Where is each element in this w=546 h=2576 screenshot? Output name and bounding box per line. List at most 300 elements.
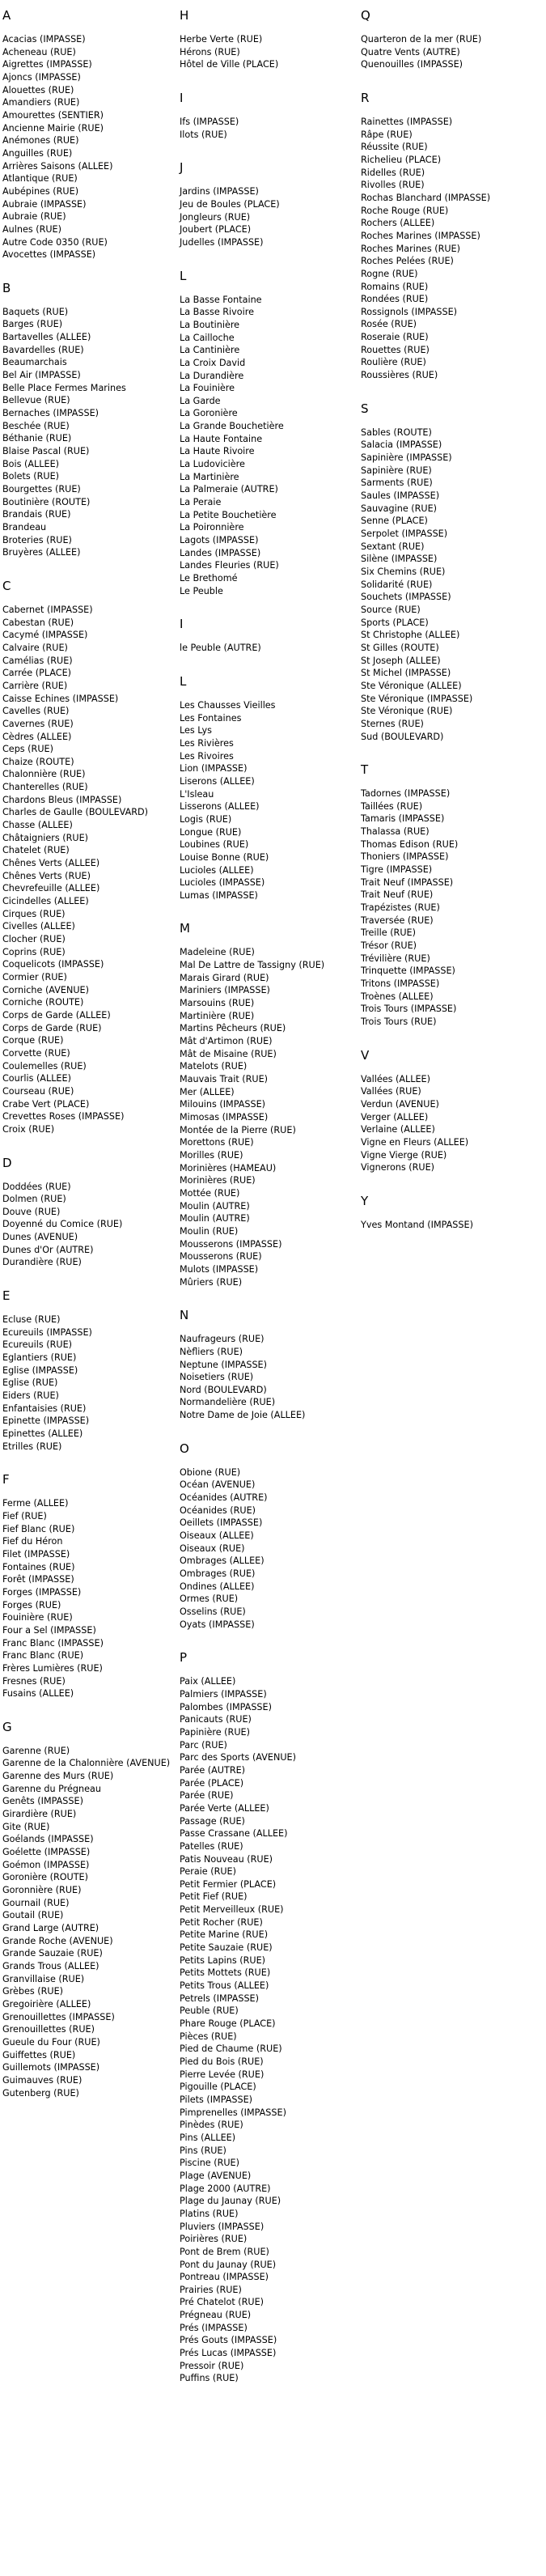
street-item: Jeu de Boules (PLACE) — [180, 198, 280, 210]
street-item: le Peuble (AUTRE) — [180, 643, 261, 654]
street-item: Trait Neuf (IMPASSE) — [361, 876, 454, 888]
street-list — [361, 427, 535, 743]
street-item: Mer (ALLEE) — [180, 1086, 235, 1097]
street-item: Rochas Blanchard (IMPASSE) — [361, 192, 491, 203]
index-column-1 — [2, 8, 176, 2119]
street-item: Corps de Garde (RUE) — [2, 1022, 102, 1033]
street-item: Dunes (AVENUE) — [2, 1232, 78, 1243]
street-item: Morinières (HAMEAU) — [180, 1162, 277, 1173]
street-item: La Martinière — [180, 471, 239, 482]
letter-heading: N — [180, 1308, 189, 1323]
street-item: Sextant (RUE) — [361, 541, 425, 552]
street-item: Fresnes (RUE) — [2, 1675, 66, 1687]
street-item: Sauvagine (RUE) — [361, 503, 438, 514]
street-item: Croix (RUE) — [2, 1123, 55, 1135]
letter-heading: G — [2, 1719, 12, 1734]
street-item: Noisetiers (RUE) — [180, 1372, 254, 1383]
street-list — [361, 33, 535, 71]
street-item: Plage 2000 (AUTRE) — [180, 2183, 271, 2194]
street-item: Grenouillettes (IMPASSE) — [2, 2011, 115, 2022]
street-item: Thalassa (RUE) — [361, 826, 430, 838]
street-item: Vigne en Fleurs (ALLEE) — [361, 1136, 469, 1148]
street-item: Garenne (RUE) — [2, 1745, 70, 1756]
street-item: Source (RUE) — [361, 604, 421, 615]
street-item: Châtaigniers (RUE) — [2, 832, 89, 843]
street-item: Lion (IMPASSE) — [180, 763, 248, 774]
street-item: Cicindelles (ALLEE) — [2, 896, 89, 907]
street-item: Oyats (IMPASSE) — [180, 1619, 255, 1630]
letter-heading: A — [2, 8, 11, 23]
index-column-2 — [180, 8, 353, 2404]
street-item: Aubépines (RUE) — [2, 185, 79, 197]
street-item: Ondines (ALLEE) — [180, 1581, 255, 1592]
street-item: Paix (ALLEE) — [180, 1676, 236, 1687]
street-item: Ecureuils (RUE) — [2, 1339, 72, 1351]
street-item: Cormier (RUE) — [2, 971, 67, 982]
street-item: Le Peuble — [180, 585, 223, 596]
street-item: Tritons (IMPASSE) — [361, 978, 440, 989]
street-item: Crabe Vert (PLACE) — [2, 1098, 90, 1110]
street-item: Amourettes (SENTIER) — [2, 109, 104, 121]
letter-heading: T — [361, 762, 369, 778]
street-item: Trévilière (RUE) — [361, 953, 430, 964]
street-item: Brandais (RUE) — [2, 509, 71, 520]
letter-heading: V — [361, 1047, 370, 1063]
street-item: Rogne (RUE) — [361, 268, 418, 279]
street-item: Roulière (RUE) — [361, 357, 426, 368]
street-item: Ajoncs (IMPASSE) — [2, 71, 81, 83]
street-item: Genêts (IMPASSE) — [2, 1796, 83, 1807]
street-item: Naufrageurs (RUE) — [180, 1334, 265, 1345]
street-item: Troènes (ALLEE) — [361, 991, 434, 1002]
street-item: Pressoir (RUE) — [180, 2360, 244, 2371]
letter-heading: I — [180, 90, 184, 105]
letter-heading: R — [361, 90, 370, 105]
street-item: Pont de Brem (RUE) — [180, 2246, 269, 2257]
street-item: Mal De Lattre de Tassigny (RUE) — [180, 960, 325, 971]
street-item: Cavernes (RUE) — [2, 718, 74, 729]
street-item: Baquets (RUE) — [2, 306, 69, 317]
street-item: Broteries (RUE) — [2, 534, 72, 545]
street-item: Epinette (IMPASSE) — [2, 1415, 90, 1427]
street-item: Vigne Vierge (RUE) — [361, 1149, 447, 1161]
street-item: Eglise (RUE) — [2, 1377, 58, 1389]
street-item: Gutenberg (RUE) — [2, 2087, 79, 2099]
letter-section — [2, 579, 176, 1136]
street-item: Obione (RUE) — [180, 1466, 241, 1478]
street-item: Chanterelles (RUE) — [2, 782, 88, 793]
street-item: Martinière (RUE) — [180, 1010, 255, 1021]
street-item: Cabernet (IMPASSE) — [2, 604, 93, 615]
letter-section — [361, 1048, 535, 1174]
street-item: Trapézistes (RUE) — [361, 902, 440, 914]
letter-heading: E — [2, 1288, 11, 1304]
street-item: Beaumarchais — [2, 357, 67, 368]
street-item: Ste Véronique (RUE) — [361, 706, 453, 717]
street-item: Treille (RUE) — [361, 927, 416, 939]
street-item: Avocettes (IMPASSE) — [2, 249, 96, 261]
street-item: Landes (IMPASSE) — [180, 547, 261, 558]
street-item: Pied de Chaume (RUE) — [180, 2043, 282, 2055]
street-item: Corniche (AVENUE) — [2, 984, 89, 995]
street-item: Lucioles (IMPASSE) — [180, 877, 265, 889]
street-item: Mât d'Artimon (RUE) — [180, 1036, 273, 1047]
street-item: Guillemots (IMPASSE) — [2, 2062, 100, 2073]
street-item: Rainettes (IMPASSE) — [361, 116, 453, 127]
street-item: Roseraie (RUE) — [361, 332, 429, 343]
street-item: Prés (IMPASSE) — [180, 2322, 248, 2333]
street-item: Guimauves (RUE) — [2, 2074, 83, 2086]
street-item: Mousserons (RUE) — [180, 1251, 262, 1263]
street-item: Oiseaux (RUE) — [180, 1543, 245, 1554]
street-item: Sables (ROUTE) — [361, 427, 432, 438]
letter-heading: I — [180, 617, 184, 632]
street-item: Pinèdes (RUE) — [180, 2120, 243, 2131]
street-item: La Peraie — [180, 497, 222, 508]
street-item: Moulin (RUE) — [180, 1225, 239, 1237]
street-item: Herbe Verte (RUE) — [180, 34, 263, 45]
street-item: Clocher (RUE) — [2, 934, 66, 944]
letter-heading: O — [180, 1441, 189, 1456]
street-item: Arrières Saisons (ALLEE) — [2, 160, 113, 172]
street-item: Pièces (RUE) — [180, 2031, 237, 2042]
street-item: Moulin (AUTRE) — [180, 1213, 250, 1224]
street-list — [2, 1745, 176, 2099]
street-item: Joubert (PLACE) — [180, 224, 252, 236]
street-item: Petite Sauzaie (RUE) — [180, 1942, 273, 1954]
letter-section — [180, 617, 353, 655]
street-list — [2, 604, 176, 1136]
street-item: Liserons (ALLEE) — [180, 775, 255, 787]
street-item: Garenne de la Chalonnière (AVENUE) — [2, 1758, 171, 1769]
street-item: Corque (RUE) — [2, 1035, 64, 1046]
street-item: Platins (RUE) — [180, 2208, 239, 2219]
street-item: Prégneau (RUE) — [180, 2310, 252, 2321]
street-list — [180, 33, 353, 71]
street-item: Piscine (RUE) — [180, 2158, 239, 2169]
street-item: Carrée (PLACE) — [2, 668, 72, 679]
street-item: Durandière (RUE) — [2, 1257, 82, 1268]
street-item: Roches Pelées (RUE) — [361, 256, 454, 267]
street-item: Petits Lapins (RUE) — [180, 1954, 266, 1966]
street-item: Coulemelles (RUE) — [2, 1060, 87, 1072]
street-item: Epinettes (ALLEE) — [2, 1428, 83, 1439]
street-item: St Gilles (ROUTE) — [361, 642, 439, 653]
street-item: Pluviers (IMPASSE) — [180, 2221, 265, 2232]
letter-section — [361, 762, 535, 1028]
street-item: Grande Sauzaie (RUE) — [2, 1948, 103, 1959]
street-item: Papinière (RUE) — [180, 1726, 250, 1738]
street-item: Aigrettes (IMPASSE) — [2, 59, 92, 70]
street-item: Grenouillettes (RUE) — [2, 2024, 95, 2035]
street-item: Boutinière (ROUTE) — [2, 496, 91, 507]
street-item: Cèdres (ALLEE) — [2, 731, 72, 742]
street-item: Corps de Garde (ALLEE) — [2, 1009, 111, 1021]
street-item: Bourgettes (RUE) — [2, 484, 81, 494]
street-item: St Michel (IMPASSE) — [361, 668, 451, 679]
street-item: Les Rivières — [180, 737, 234, 749]
street-item: Doddées (RUE) — [2, 1181, 71, 1192]
street-item: Logis (RUE) — [180, 813, 232, 825]
street-item: Pré Chatelot (RUE) — [180, 2297, 265, 2308]
street-item: Jardins (IMPASSE) — [180, 186, 259, 197]
street-item: La Croix David — [180, 357, 246, 368]
street-item: Bernaches (IMPASSE) — [2, 408, 99, 419]
street-list — [361, 1219, 535, 1232]
street-item: Chênes Verts (ALLEE) — [2, 858, 100, 869]
street-item: Belle Place Fermes Marines — [2, 382, 126, 393]
street-item: Chevrefeuille (ALLEE) — [2, 883, 100, 894]
street-item: Barges (RUE) — [2, 319, 63, 330]
street-item: Océanides (RUE) — [180, 1504, 256, 1516]
street-item: Notre Dame de Joie (ALLEE) — [180, 1410, 306, 1421]
street-item: La Basse Rivoire — [180, 307, 254, 318]
street-item: Rondées (RUE) — [361, 294, 429, 305]
street-item: Morinières (RUE) — [180, 1175, 256, 1186]
street-item: La Haute Rivoire — [180, 446, 255, 457]
street-item: La Basse Fontaine — [180, 294, 262, 305]
street-item: Trois Tours (IMPASSE) — [361, 1004, 457, 1015]
street-item: Coprins (RUE) — [2, 946, 66, 957]
street-item: Parée Verte (ALLEE) — [180, 1802, 269, 1814]
street-item: Parc (RUE) — [180, 1739, 227, 1751]
street-item: Prés Lucas (IMPASSE) — [180, 2348, 277, 2359]
street-item: Lisserons (ALLEE) — [180, 801, 260, 813]
letter-section — [180, 91, 353, 141]
street-item: Pins (RUE) — [180, 2145, 226, 2156]
street-item: Neptune (IMPASSE) — [180, 1359, 267, 1370]
street-item: Goutail (RUE) — [2, 1910, 64, 1921]
street-list — [180, 946, 353, 1288]
street-item: Jongleurs (RUE) — [180, 211, 251, 223]
street-item: La Palmeraie (AUTRE) — [180, 484, 278, 495]
street-item: Roussières (RUE) — [361, 370, 438, 381]
street-list — [180, 1675, 353, 2385]
street-item: Prés Gouts (IMPASSE) — [180, 2335, 277, 2346]
street-item: Ombrages (RUE) — [180, 1568, 256, 1580]
street-item: Pierre Levée (RUE) — [180, 2069, 265, 2080]
street-item: Bruyères (ALLEE) — [2, 547, 81, 558]
street-list — [180, 185, 353, 248]
letter-section — [180, 1308, 353, 1422]
street-list — [2, 1181, 176, 1270]
street-item: Rouettes (RUE) — [361, 344, 430, 355]
street-item: La Cantinière — [180, 345, 240, 356]
street-list — [180, 699, 353, 902]
street-item: Alouettes (RUE) — [2, 84, 74, 95]
street-item: Hôtel de Ville (PLACE) — [180, 59, 279, 70]
street-item: Trait Neuf (RUE) — [361, 889, 434, 901]
street-item: Camélias (RUE) — [2, 655, 73, 666]
street-item: Frères Lumières (RUE) — [2, 1662, 103, 1674]
street-item: Crevettes Roses (IMPASSE) — [2, 1111, 125, 1122]
street-item: Rochers (ALLEE) — [361, 218, 435, 229]
street-item: Salacia (IMPASSE) — [361, 439, 442, 451]
street-item: Oiseaux (ALLEE) — [180, 1530, 254, 1542]
street-item: Les Lys — [180, 725, 212, 736]
street-item: Ecluse (RUE) — [2, 1314, 61, 1326]
street-item: Chênes Verts (RUE) — [2, 870, 91, 881]
street-item: Quarteron de la mer (RUE) — [361, 34, 482, 45]
street-item: Bartavelles (ALLEE) — [2, 332, 91, 343]
street-item: Acacias (IMPASSE) — [2, 34, 86, 45]
letter-section — [2, 281, 176, 559]
street-item: Tigre (IMPASSE) — [361, 864, 433, 876]
street-list — [2, 306, 176, 559]
street-item: Aubraie (IMPASSE) — [2, 198, 87, 210]
street-list — [180, 1333, 353, 1422]
street-item: Râpe (RUE) — [361, 129, 413, 140]
letter-heading: C — [2, 578, 11, 593]
street-item: Amandiers (RUE) — [2, 97, 80, 108]
street-item: Mottée (RUE) — [180, 1187, 240, 1199]
street-item: Aulnes (RUE) — [2, 223, 61, 235]
index-column-3 — [361, 8, 535, 1251]
street-item: Pont du Jaunay (RUE) — [180, 2259, 277, 2270]
street-item: Oeillets (IMPASSE) — [180, 1517, 263, 1529]
street-item: Ilots (RUE) — [180, 129, 227, 140]
street-item: Mauvais Trait (RUE) — [180, 1074, 269, 1085]
street-item: Civelles (ALLEE) — [2, 921, 75, 932]
street-item: Pied du Bois (RUE) — [180, 2056, 264, 2067]
street-item: Acheneau (RUE) — [2, 46, 76, 57]
street-item: Rivolles (RUE) — [361, 180, 425, 191]
street-item: Goronnière (RUE) — [2, 1885, 82, 1896]
street-item: Patis Nouveau (RUE) — [180, 1853, 273, 1865]
street-item: Ancienne Mairie (RUE) — [2, 122, 104, 134]
street-item: Roches Marines (RUE) — [361, 243, 460, 254]
street-item: Quatre Vents (AUTRE) — [361, 46, 460, 57]
street-item: Blaise Pascal (RUE) — [2, 446, 90, 457]
street-item: Forges (RUE) — [2, 1599, 61, 1611]
street-item: Judelles (IMPASSE) — [180, 236, 264, 248]
street-item: Roche Rouge (RUE) — [361, 205, 449, 216]
street-item: Grande Roche (AVENUE) — [2, 1935, 113, 1946]
street-item: Vignerons (RUE) — [361, 1162, 435, 1173]
street-item: Goronière (ROUTE) — [2, 1872, 88, 1883]
street-item: Verdun (AVENUE) — [361, 1098, 439, 1110]
street-item: Anguilles (RUE) — [2, 147, 73, 159]
street-item: Petite Marine (RUE) — [180, 1929, 269, 1941]
street-item: Senne (PLACE) — [361, 516, 428, 527]
street-item: Sternes (RUE) — [361, 718, 424, 729]
street-item: Sud (BOULEVARD) — [361, 731, 444, 742]
street-item: Atlantique (RUE) — [2, 173, 78, 185]
street-item: Nèfliers (RUE) — [180, 1346, 243, 1357]
street-item: Rosée (RUE) — [361, 319, 417, 330]
street-item: Bel Air (IMPASSE) — [2, 370, 81, 381]
letter-heading: L — [180, 673, 187, 689]
letter-heading: M — [180, 921, 190, 936]
street-item: Peuble (RUE) — [180, 2005, 239, 2017]
street-item: Vallées (RUE) — [361, 1086, 421, 1097]
street-item: Tadornes (IMPASSE) — [361, 788, 451, 800]
street-item: Lagots (IMPASSE) — [180, 535, 259, 546]
street-item: Bavardelles (RUE) — [2, 344, 84, 355]
street-item: Pimprenelles (IMPASSE) — [180, 2107, 286, 2118]
street-item: Les Rivoires — [180, 750, 234, 762]
street-item: Hérons (RUE) — [180, 46, 240, 57]
street-item: Souchets (IMPASSE) — [361, 592, 451, 603]
street-item: Trésor (RUE) — [361, 940, 417, 952]
street-item: Chalonnière (RUE) — [2, 769, 86, 780]
street-item: Girardière (RUE) — [2, 1809, 77, 1820]
street-item: Rossignols (IMPASSE) — [361, 306, 458, 317]
street-item: Petit Fermier (PLACE) — [180, 1878, 277, 1890]
street-item: Matelots (RUE) — [180, 1061, 248, 1072]
street-item: La Ludovicière — [180, 459, 245, 470]
street-item: Franc Blanc (IMPASSE) — [2, 1637, 104, 1649]
letter-heading: F — [2, 1472, 10, 1487]
street-item: Plage (AVENUE) — [180, 2170, 252, 2181]
street-item: Six Chemins (RUE) — [361, 566, 446, 577]
street-list — [2, 1497, 176, 1700]
street-item: St Joseph (ALLEE) — [361, 655, 441, 666]
street-list — [2, 33, 176, 261]
street-item: Landes Fleuries (RUE) — [180, 560, 279, 571]
street-item: Petit Fief (RUE) — [180, 1891, 248, 1903]
letter-heading: P — [180, 1650, 188, 1666]
street-item: Mât de Misaine (RUE) — [180, 1048, 277, 1059]
street-item: Sapinière (IMPASSE) — [361, 452, 452, 464]
letter-section — [2, 1288, 176, 1453]
street-item: Petrels (IMPASSE) — [180, 1992, 259, 2004]
street-list — [180, 1466, 353, 1632]
street-item: Bellevue (RUE) — [2, 395, 70, 406]
street-item: Franc Blanc (RUE) — [2, 1650, 84, 1661]
street-item: La Garde — [180, 395, 221, 406]
street-item: Cirques (RUE) — [2, 908, 66, 919]
street-item: Gregoirière (ALLEE) — [2, 1998, 91, 2009]
letter-section — [2, 1472, 176, 1700]
street-list — [2, 1313, 176, 1453]
street-item: Mimosas (IMPASSE) — [180, 1112, 269, 1122]
street-item: Petit Merveilleux (RUE) — [180, 1904, 284, 1916]
letter-heading: B — [2, 280, 11, 295]
letter-section — [2, 1720, 176, 2099]
street-item: Guiffettes (RUE) — [2, 2049, 76, 2060]
street-item: La Boutinière — [180, 319, 240, 330]
street-item: Béthanie (RUE) — [2, 433, 72, 444]
street-item: Petit Rocher (RUE) — [180, 1916, 263, 1928]
street-item: Osselins (RUE) — [180, 1606, 246, 1617]
street-item: Grands Trous (ALLEE) — [2, 1960, 99, 1971]
street-item: Peraie (RUE) — [180, 1866, 236, 1878]
street-item: Beschée (RUE) — [2, 420, 70, 431]
street-item: La Poironnière — [180, 522, 244, 533]
street-item: Taillées (RUE) — [361, 800, 423, 812]
street-item: Ceps (RUE) — [2, 744, 53, 755]
street-item: Traversée (RUE) — [361, 915, 434, 926]
street-item: Douve (RUE) — [2, 1206, 61, 1217]
letter-section — [361, 1194, 535, 1232]
letter-section — [180, 160, 353, 248]
street-item: Quenouilles (IMPASSE) — [361, 59, 463, 70]
letter-section — [361, 401, 535, 743]
street-item: Le Brethomé — [180, 573, 238, 584]
street-item: Morilles (RUE) — [180, 1149, 243, 1161]
street-item: Ombrages (ALLEE) — [180, 1555, 265, 1567]
street-item: Louise Bonne (RUE) — [180, 851, 269, 863]
street-item: La Haute Fontaine — [180, 433, 263, 444]
street-item: Réussite (RUE) — [361, 142, 428, 153]
letter-section — [180, 921, 353, 1288]
street-item: Ecureuils (IMPASSE) — [2, 1326, 92, 1338]
street-item: Parée (RUE) — [180, 1790, 234, 1802]
street-item: Fusains (ALLEE) — [2, 1688, 74, 1700]
street-item: Trois Tours (RUE) — [361, 1016, 437, 1027]
street-item: Enfantaisies (RUE) — [2, 1403, 87, 1414]
